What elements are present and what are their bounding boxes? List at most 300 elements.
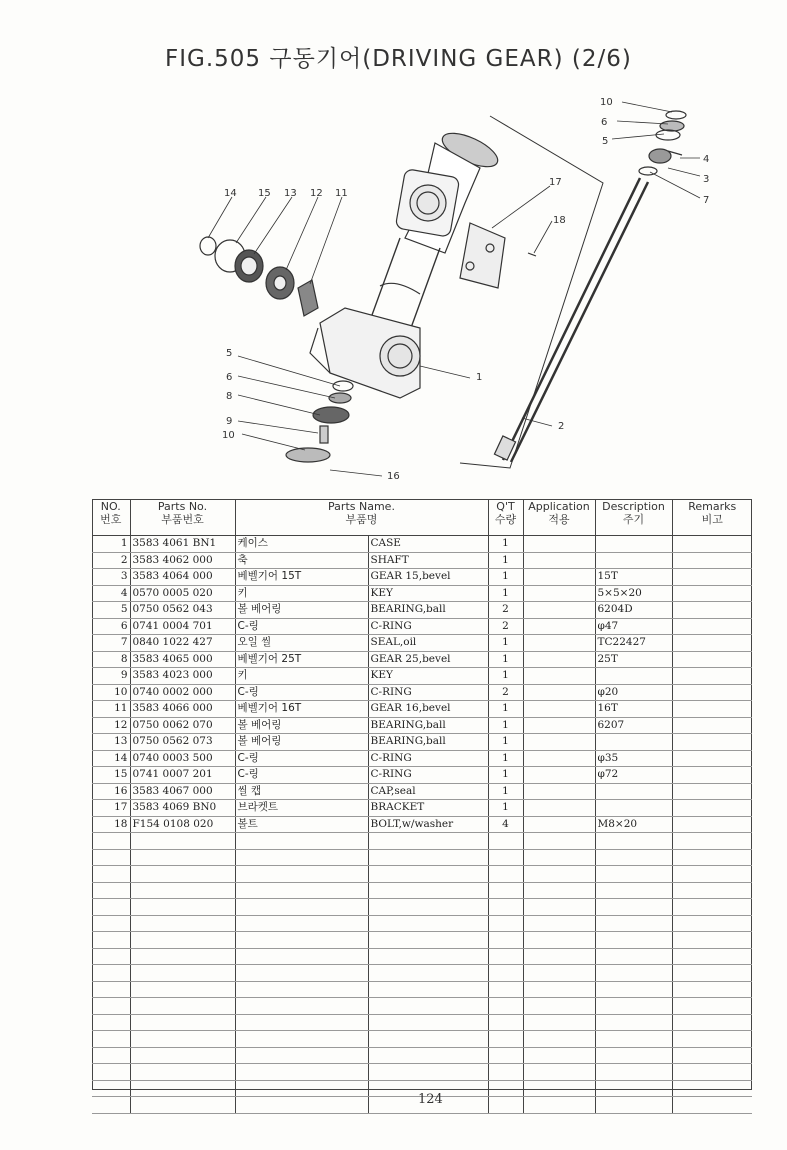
cell-description (595, 552, 672, 569)
cell-name-kr: C-링 (235, 750, 368, 767)
empty-cell (488, 1047, 523, 1064)
callout-11: 11 (335, 188, 348, 199)
empty-cell (368, 1014, 488, 1031)
empty-cell (130, 965, 235, 982)
empty-cell (595, 1064, 672, 1081)
header-no: NO. 번호 (92, 499, 130, 536)
callout-5-top: 5 (602, 136, 609, 147)
empty-cell (595, 948, 672, 965)
cell-application (523, 767, 595, 784)
empty-cell (130, 915, 235, 932)
cell-qty: 1 (488, 651, 523, 668)
cell-name-en: GEAR 15,bevel (368, 569, 488, 586)
figure-title: FIG.505 구동기어(DRIVING GEAR) (2/6) (165, 46, 632, 72)
cell-description: 5×5×20 (595, 585, 672, 602)
callout-1: 1 (476, 372, 483, 383)
table-row (92, 800, 752, 817)
empty-cell (488, 866, 523, 883)
empty-cell (235, 866, 368, 883)
empty-cell (235, 1097, 368, 1114)
empty-cell (235, 899, 368, 916)
cell-name-en: BRACKET (368, 800, 488, 817)
empty-cell (92, 1080, 130, 1097)
cell-qty: 2 (488, 684, 523, 701)
empty-cell (235, 981, 368, 998)
cell-name-en: C-RING (368, 618, 488, 635)
empty-cell (130, 981, 235, 998)
cell-qty: 2 (488, 618, 523, 635)
cell-name-kr: 씰 캡 (235, 783, 368, 800)
empty-cell (672, 1031, 752, 1048)
cell-no: 9 (92, 668, 130, 685)
empty-cell (92, 1064, 130, 1081)
cell-name-kr: 볼 베어링 (235, 734, 368, 751)
cell-name-en: BEARING,ball (368, 734, 488, 751)
empty-cell (92, 1014, 130, 1031)
cell-application (523, 602, 595, 619)
empty-cell (523, 932, 595, 949)
empty-cell (672, 1080, 752, 1097)
empty-cell (235, 932, 368, 949)
cell-description: φ20 (595, 684, 672, 701)
table-row (92, 569, 752, 586)
table-row (92, 783, 752, 800)
cell-part-no: F154 0108 020 (130, 816, 235, 833)
empty-cell (92, 965, 130, 982)
cell-remarks (672, 569, 752, 586)
table-row (92, 717, 752, 734)
table-row (92, 684, 752, 701)
header-parts-no: Parts No. 부품번호 (130, 499, 235, 536)
empty-cell (130, 1097, 235, 1114)
cell-name-en: BEARING,ball (368, 602, 488, 619)
cell-remarks (672, 783, 752, 800)
empty-cell (488, 1031, 523, 1048)
cell-part-no: 0750 0562 073 (130, 734, 235, 751)
cell-description: 6207 (595, 717, 672, 734)
table-row (92, 701, 752, 718)
callout-4: 4 (703, 154, 710, 165)
empty-cell (595, 849, 672, 866)
cell-remarks (672, 684, 752, 701)
empty-cell (235, 998, 368, 1015)
cell-part-no: 3583 4066 000 (130, 701, 235, 718)
empty-cell (595, 932, 672, 949)
cell-name-en: SEAL,oil (368, 635, 488, 652)
callout-15: 15 (258, 188, 271, 199)
cell-qty: 4 (488, 816, 523, 833)
empty-cell (130, 1014, 235, 1031)
table-row (92, 816, 752, 833)
cell-description: φ35 (595, 750, 672, 767)
cell-part-no: 3583 4069 BN0 (130, 800, 235, 817)
empty-cell (92, 998, 130, 1015)
table-row (92, 536, 752, 553)
cell-remarks (672, 750, 752, 767)
empty-cell (523, 1097, 595, 1114)
empty-cell (130, 899, 235, 916)
cell-name-kr: C-링 (235, 767, 368, 784)
empty-table-row (92, 833, 752, 850)
empty-cell (672, 998, 752, 1015)
empty-cell (595, 998, 672, 1015)
cell-no: 4 (92, 585, 130, 602)
empty-table-row (92, 965, 752, 982)
cell-application (523, 536, 595, 553)
header-remarks: Remarks 비고 (672, 499, 752, 536)
callout-6-top: 6 (601, 117, 608, 128)
empty-cell (488, 899, 523, 916)
empty-cell (130, 998, 235, 1015)
cell-description: M8×20 (595, 816, 672, 833)
cell-no: 7 (92, 635, 130, 652)
empty-cell (672, 1097, 752, 1114)
cell-application (523, 668, 595, 685)
exploded-view-diagram (0, 88, 787, 488)
empty-cell (92, 932, 130, 949)
cell-qty: 1 (488, 585, 523, 602)
empty-cell (672, 849, 752, 866)
cell-qty: 1 (488, 552, 523, 569)
cell-name-kr: 베벨기어 15T (235, 569, 368, 586)
cell-name-en: BEARING,ball (368, 717, 488, 734)
empty-cell (130, 1080, 235, 1097)
cell-qty: 1 (488, 569, 523, 586)
table-row (92, 668, 752, 685)
cell-application (523, 717, 595, 734)
cell-part-no: 0741 0007 201 (130, 767, 235, 784)
empty-cell (672, 1064, 752, 1081)
empty-cell (235, 965, 368, 982)
empty-cell (130, 833, 235, 850)
table-row (92, 635, 752, 652)
cell-qty: 1 (488, 767, 523, 784)
cell-remarks (672, 701, 752, 718)
cell-qty: 1 (488, 783, 523, 800)
cell-remarks (672, 602, 752, 619)
cell-part-no: 3583 4067 000 (130, 783, 235, 800)
cell-part-no: 0741 0004 701 (130, 618, 235, 635)
cell-remarks (672, 734, 752, 751)
cell-qty: 1 (488, 701, 523, 718)
empty-cell (368, 965, 488, 982)
empty-cell (672, 1047, 752, 1064)
empty-cell (523, 1080, 595, 1097)
empty-cell (523, 899, 595, 916)
cell-remarks (672, 651, 752, 668)
cell-part-no: 0740 0003 500 (130, 750, 235, 767)
cell-name-kr: 키 (235, 668, 368, 685)
table-row (92, 602, 752, 619)
empty-cell (595, 882, 672, 899)
cell-name-en: C-RING (368, 767, 488, 784)
cell-description (595, 800, 672, 817)
cell-description: 16T (595, 701, 672, 718)
empty-cell (92, 1031, 130, 1048)
cell-no: 10 (92, 684, 130, 701)
empty-cell (235, 1014, 368, 1031)
cell-name-en: GEAR 16,bevel (368, 701, 488, 718)
cell-application (523, 569, 595, 586)
cell-description: 25T (595, 651, 672, 668)
empty-cell (488, 965, 523, 982)
cell-description: 15T (595, 569, 672, 586)
cell-part-no: 3583 4065 000 (130, 651, 235, 668)
empty-cell (595, 899, 672, 916)
cell-remarks (672, 816, 752, 833)
empty-cell (92, 915, 130, 932)
cell-remarks (672, 585, 752, 602)
empty-cell (235, 1031, 368, 1048)
empty-cell (368, 849, 488, 866)
callout-10-bottom: 10 (222, 430, 235, 441)
empty-cell (523, 866, 595, 883)
empty-cell (672, 948, 752, 965)
callout-16: 16 (387, 471, 400, 482)
cell-name-kr: 볼 베어링 (235, 717, 368, 734)
empty-cell (488, 882, 523, 899)
cell-no: 18 (92, 816, 130, 833)
cell-no: 13 (92, 734, 130, 751)
cell-name-kr: 베벨기어 25T (235, 651, 368, 668)
empty-cell (368, 998, 488, 1015)
cell-description: φ72 (595, 767, 672, 784)
cell-description (595, 668, 672, 685)
empty-cell (368, 1047, 488, 1064)
empty-cell (523, 948, 595, 965)
cell-part-no: 0750 0562 043 (130, 602, 235, 619)
empty-table-row (92, 866, 752, 883)
empty-cell (595, 1080, 672, 1097)
callout-9: 9 (226, 416, 233, 427)
empty-cell (595, 981, 672, 998)
cell-name-en: SHAFT (368, 552, 488, 569)
cell-name-kr: 오일 씰 (235, 635, 368, 652)
cell-application (523, 552, 595, 569)
empty-cell (488, 1097, 523, 1114)
cell-application (523, 734, 595, 751)
header-qty: Q'T 수량 (488, 499, 523, 536)
empty-cell (368, 1031, 488, 1048)
cell-part-no: 3583 4064 000 (130, 569, 235, 586)
empty-cell (488, 1014, 523, 1031)
cell-remarks (672, 800, 752, 817)
empty-cell (672, 932, 752, 949)
empty-cell (488, 1080, 523, 1097)
empty-cell (368, 932, 488, 949)
empty-cell (235, 915, 368, 932)
cell-remarks (672, 717, 752, 734)
empty-cell (130, 849, 235, 866)
callout-3: 3 (703, 174, 710, 185)
cell-qty: 1 (488, 536, 523, 553)
cell-qty: 1 (488, 734, 523, 751)
empty-cell (130, 932, 235, 949)
empty-cell (368, 1064, 488, 1081)
empty-cell (488, 1064, 523, 1081)
callout-6-bottom: 6 (226, 372, 233, 383)
cell-part-no: 0740 0002 000 (130, 684, 235, 701)
cell-no: 12 (92, 717, 130, 734)
cell-description: TC22427 (595, 635, 672, 652)
header-parts-name: Parts Name. 부품명 (235, 499, 488, 536)
empty-table-row (92, 948, 752, 965)
empty-table-row (92, 998, 752, 1015)
cell-name-kr: 볼트 (235, 816, 368, 833)
cell-no: 8 (92, 651, 130, 668)
empty-cell (235, 1064, 368, 1081)
cell-remarks (672, 618, 752, 635)
empty-cell (92, 866, 130, 883)
callout-14: 14 (224, 188, 237, 199)
empty-cell (130, 1047, 235, 1064)
cell-description (595, 783, 672, 800)
empty-cell (523, 849, 595, 866)
table-row (92, 734, 752, 751)
cell-application (523, 783, 595, 800)
empty-cell (368, 899, 488, 916)
table-header-row (92, 499, 752, 536)
empty-cell (235, 948, 368, 965)
callout-10-top: 10 (600, 97, 613, 108)
empty-table-row (92, 1031, 752, 1048)
cell-name-kr: 키 (235, 585, 368, 602)
cell-no: 15 (92, 767, 130, 784)
cell-name-kr: 브라켓트 (235, 800, 368, 817)
empty-cell (368, 866, 488, 883)
empty-cell (368, 915, 488, 932)
empty-cell (672, 899, 752, 916)
empty-cell (368, 948, 488, 965)
empty-cell (488, 981, 523, 998)
cell-part-no: 3583 4061 BN1 (130, 536, 235, 553)
empty-cell (92, 1047, 130, 1064)
parts-list-table (92, 499, 752, 1114)
cell-no: 1 (92, 536, 130, 553)
cell-qty: 1 (488, 717, 523, 734)
callout-17: 17 (549, 177, 562, 188)
empty-cell (92, 899, 130, 916)
empty-cell (523, 915, 595, 932)
empty-cell (523, 1014, 595, 1031)
empty-cell (595, 866, 672, 883)
empty-cell (523, 998, 595, 1015)
empty-cell (130, 882, 235, 899)
empty-cell (488, 948, 523, 965)
callout-18: 18 (553, 215, 566, 226)
cell-no: 17 (92, 800, 130, 817)
empty-table-row (92, 915, 752, 932)
empty-cell (488, 833, 523, 850)
cell-application (523, 585, 595, 602)
empty-cell (92, 849, 130, 866)
cell-application (523, 635, 595, 652)
empty-table-row (92, 981, 752, 998)
cell-name-en: BOLT,w/washer (368, 816, 488, 833)
header-description: Description 주기 (595, 499, 672, 536)
cell-name-en: C-RING (368, 750, 488, 767)
empty-cell (488, 998, 523, 1015)
cell-part-no: 3583 4062 000 (130, 552, 235, 569)
cell-part-no: 0570 0005 020 (130, 585, 235, 602)
empty-cell (92, 833, 130, 850)
cell-qty: 1 (488, 635, 523, 652)
empty-cell (523, 1031, 595, 1048)
empty-cell (595, 833, 672, 850)
cell-name-kr: C-링 (235, 684, 368, 701)
cell-part-no: 0750 0062 070 (130, 717, 235, 734)
cell-qty: 1 (488, 800, 523, 817)
empty-cell (92, 882, 130, 899)
table-row (92, 585, 752, 602)
empty-cell (130, 1031, 235, 1048)
empty-cell (523, 965, 595, 982)
cell-name-kr: 베벨기어 16T (235, 701, 368, 718)
cell-name-en: CAP,seal (368, 783, 488, 800)
empty-cell (672, 882, 752, 899)
callout-13: 13 (284, 188, 297, 199)
table-row (92, 750, 752, 767)
cell-qty: 1 (488, 668, 523, 685)
empty-cell (368, 882, 488, 899)
empty-cell (595, 1097, 672, 1114)
empty-cell (130, 866, 235, 883)
cell-remarks (672, 767, 752, 784)
callout-12: 12 (310, 188, 323, 199)
empty-cell (235, 1047, 368, 1064)
empty-cell (672, 981, 752, 998)
empty-cell (595, 915, 672, 932)
callout-2: 2 (558, 421, 565, 432)
empty-cell (595, 1047, 672, 1064)
cell-name-kr: 축 (235, 552, 368, 569)
empty-cell (130, 1064, 235, 1081)
empty-cell (235, 833, 368, 850)
cell-application (523, 618, 595, 635)
cell-name-en: CASE (368, 536, 488, 553)
cell-qty: 1 (488, 750, 523, 767)
empty-table-row (92, 1064, 752, 1081)
empty-cell (488, 849, 523, 866)
empty-cell (672, 1014, 752, 1031)
cell-application (523, 684, 595, 701)
empty-cell (672, 965, 752, 982)
empty-cell (523, 882, 595, 899)
cell-description (595, 734, 672, 751)
cell-description (595, 536, 672, 553)
empty-cell (235, 1080, 368, 1097)
cell-application (523, 701, 595, 718)
cell-part-no: 3583 4023 000 (130, 668, 235, 685)
cell-application (523, 750, 595, 767)
cell-name-kr: C-링 (235, 618, 368, 635)
empty-cell (368, 833, 488, 850)
empty-cell (672, 866, 752, 883)
empty-table-row (92, 1047, 752, 1064)
cell-no: 3 (92, 569, 130, 586)
table-row (92, 552, 752, 569)
empty-cell (672, 833, 752, 850)
empty-cell (595, 1014, 672, 1031)
empty-cell (488, 915, 523, 932)
empty-cell (672, 915, 752, 932)
cell-name-en: C-RING (368, 684, 488, 701)
table-row (92, 618, 752, 635)
empty-cell (523, 981, 595, 998)
cell-remarks (672, 552, 752, 569)
empty-table-row (92, 899, 752, 916)
cell-name-en: KEY (368, 585, 488, 602)
